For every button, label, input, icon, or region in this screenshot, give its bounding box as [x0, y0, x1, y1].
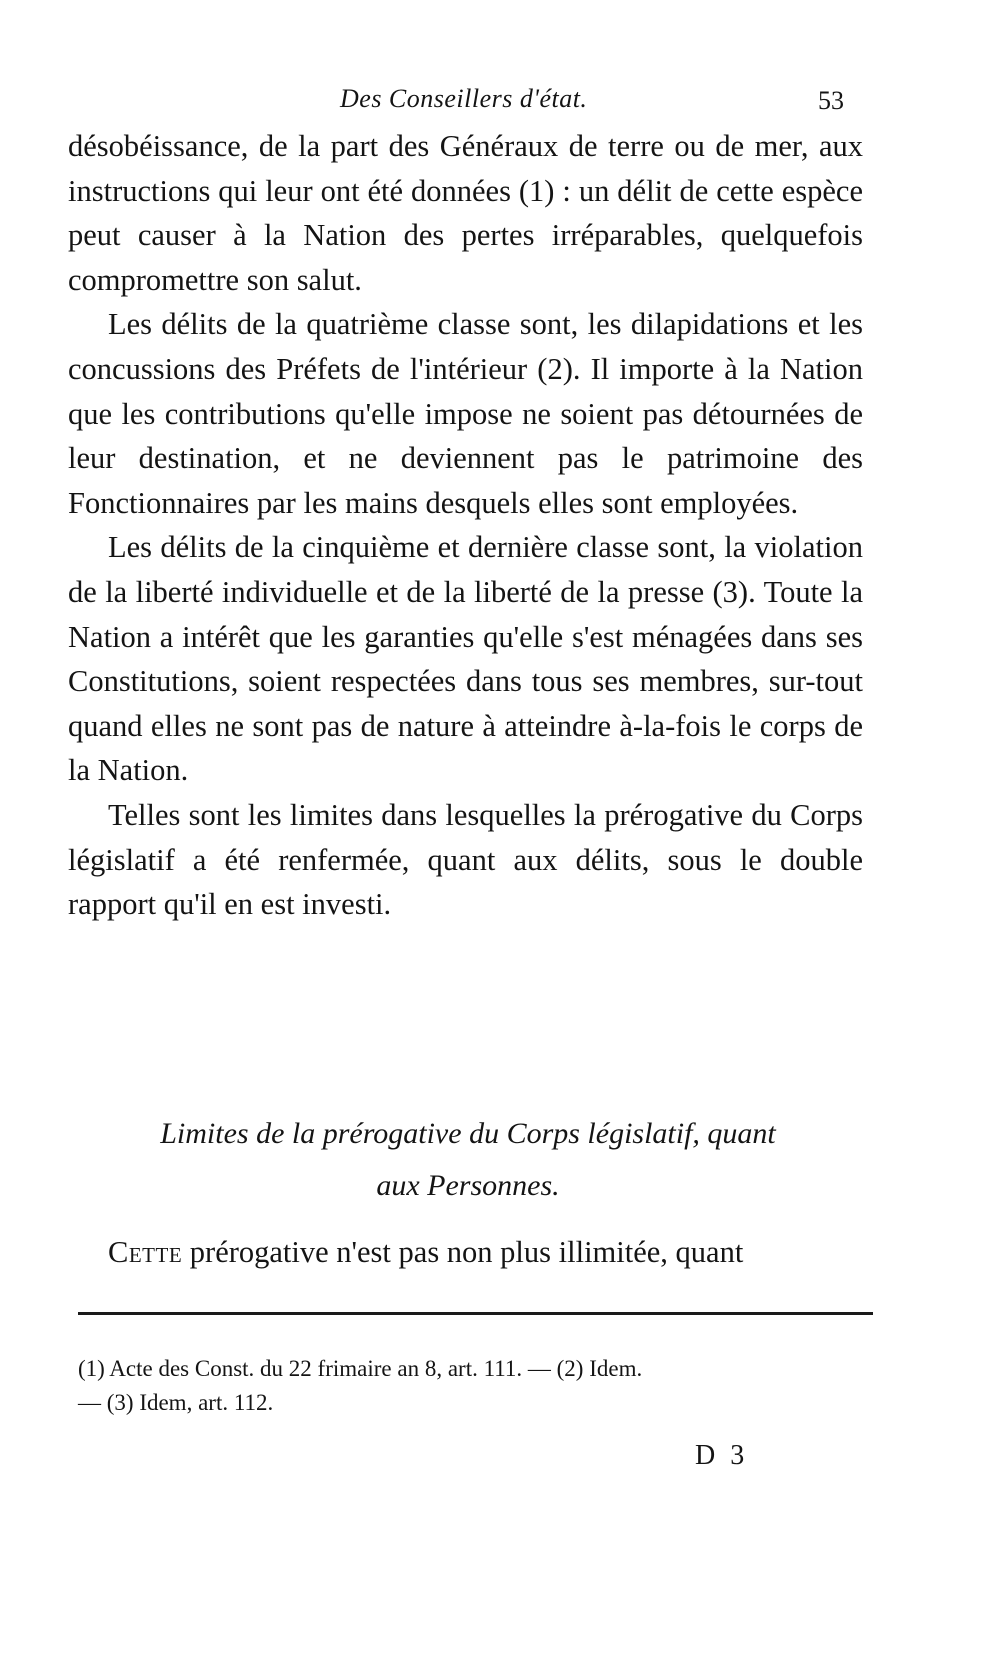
main-text — [68, 124, 863, 927]
running-title: Des Conseillers d'état. — [340, 84, 588, 113]
page-number: 53 — [818, 86, 844, 115]
paragraph-fifth-class: Les délits de la cinquième et dernière classe sont, la violation de la liberté individuelle et de la liberté de la presse (3). Toute la Nation a intérêt que les garanties qu'elle s'est ménagées dans ses Constitutions, soient respectées dans tous ses membres, sur-tout quand elles ne sont pas de nature à atteindre à-la-fois le corps de la Nation. — [68, 530, 863, 788]
footnote-line-2: — (3) Idem, art. 112. — [78, 1390, 274, 1415]
paragraph-limits: Telles sont les limites dans lesquelles la prérogative du Corps législatif a été renfermée, quant aux délits, sous le double rapport qu'il en est investi. — [68, 797, 863, 922]
section-heading — [68, 1108, 868, 1212]
paragraph-continuation: désobéissance, de la part des Généraux de terre ou de mer, aux instructions qui leur ont été données (1) : un délit de cette espèce peut causer à la Nation des pertes irréparables, quelquefois compromettre son salut. — [68, 129, 863, 297]
closing-paragraph — [68, 1230, 868, 1274]
closing-lead-word: Cette — [108, 1235, 183, 1269]
running-head — [0, 84, 1000, 124]
section-heading-line-1: Limites de la prérogative du Corps législatif, quant — [160, 1117, 776, 1150]
footnotes — [78, 1352, 878, 1420]
footnote-line-1: (1) Acte des Const. du 22 frimaire an 8, art. 111. — (2) Idem. — [78, 1356, 643, 1381]
closing-paragraph-text: prérogative n'est pas non plus illimitée, quant — [182, 1235, 744, 1269]
signature-mark: D 3 — [695, 1440, 749, 1471]
closing-text — [68, 1230, 868, 1274]
section-heading-line-2: aux Personnes. — [376, 1169, 560, 1202]
paragraph-fourth-class: Les délits de la quatrième classe sont, les dilapidations et les concussions des Préfets de l'intérieur (2). Il importe à la Nation que les contributions qu'elle impose ne soient pas détournées de leur destination, et ne deviennent pas le patrimoine des Fonctionnaires par les mains desquels elles sont employées. — [68, 307, 863, 520]
footnote-divider — [78, 1312, 873, 1315]
